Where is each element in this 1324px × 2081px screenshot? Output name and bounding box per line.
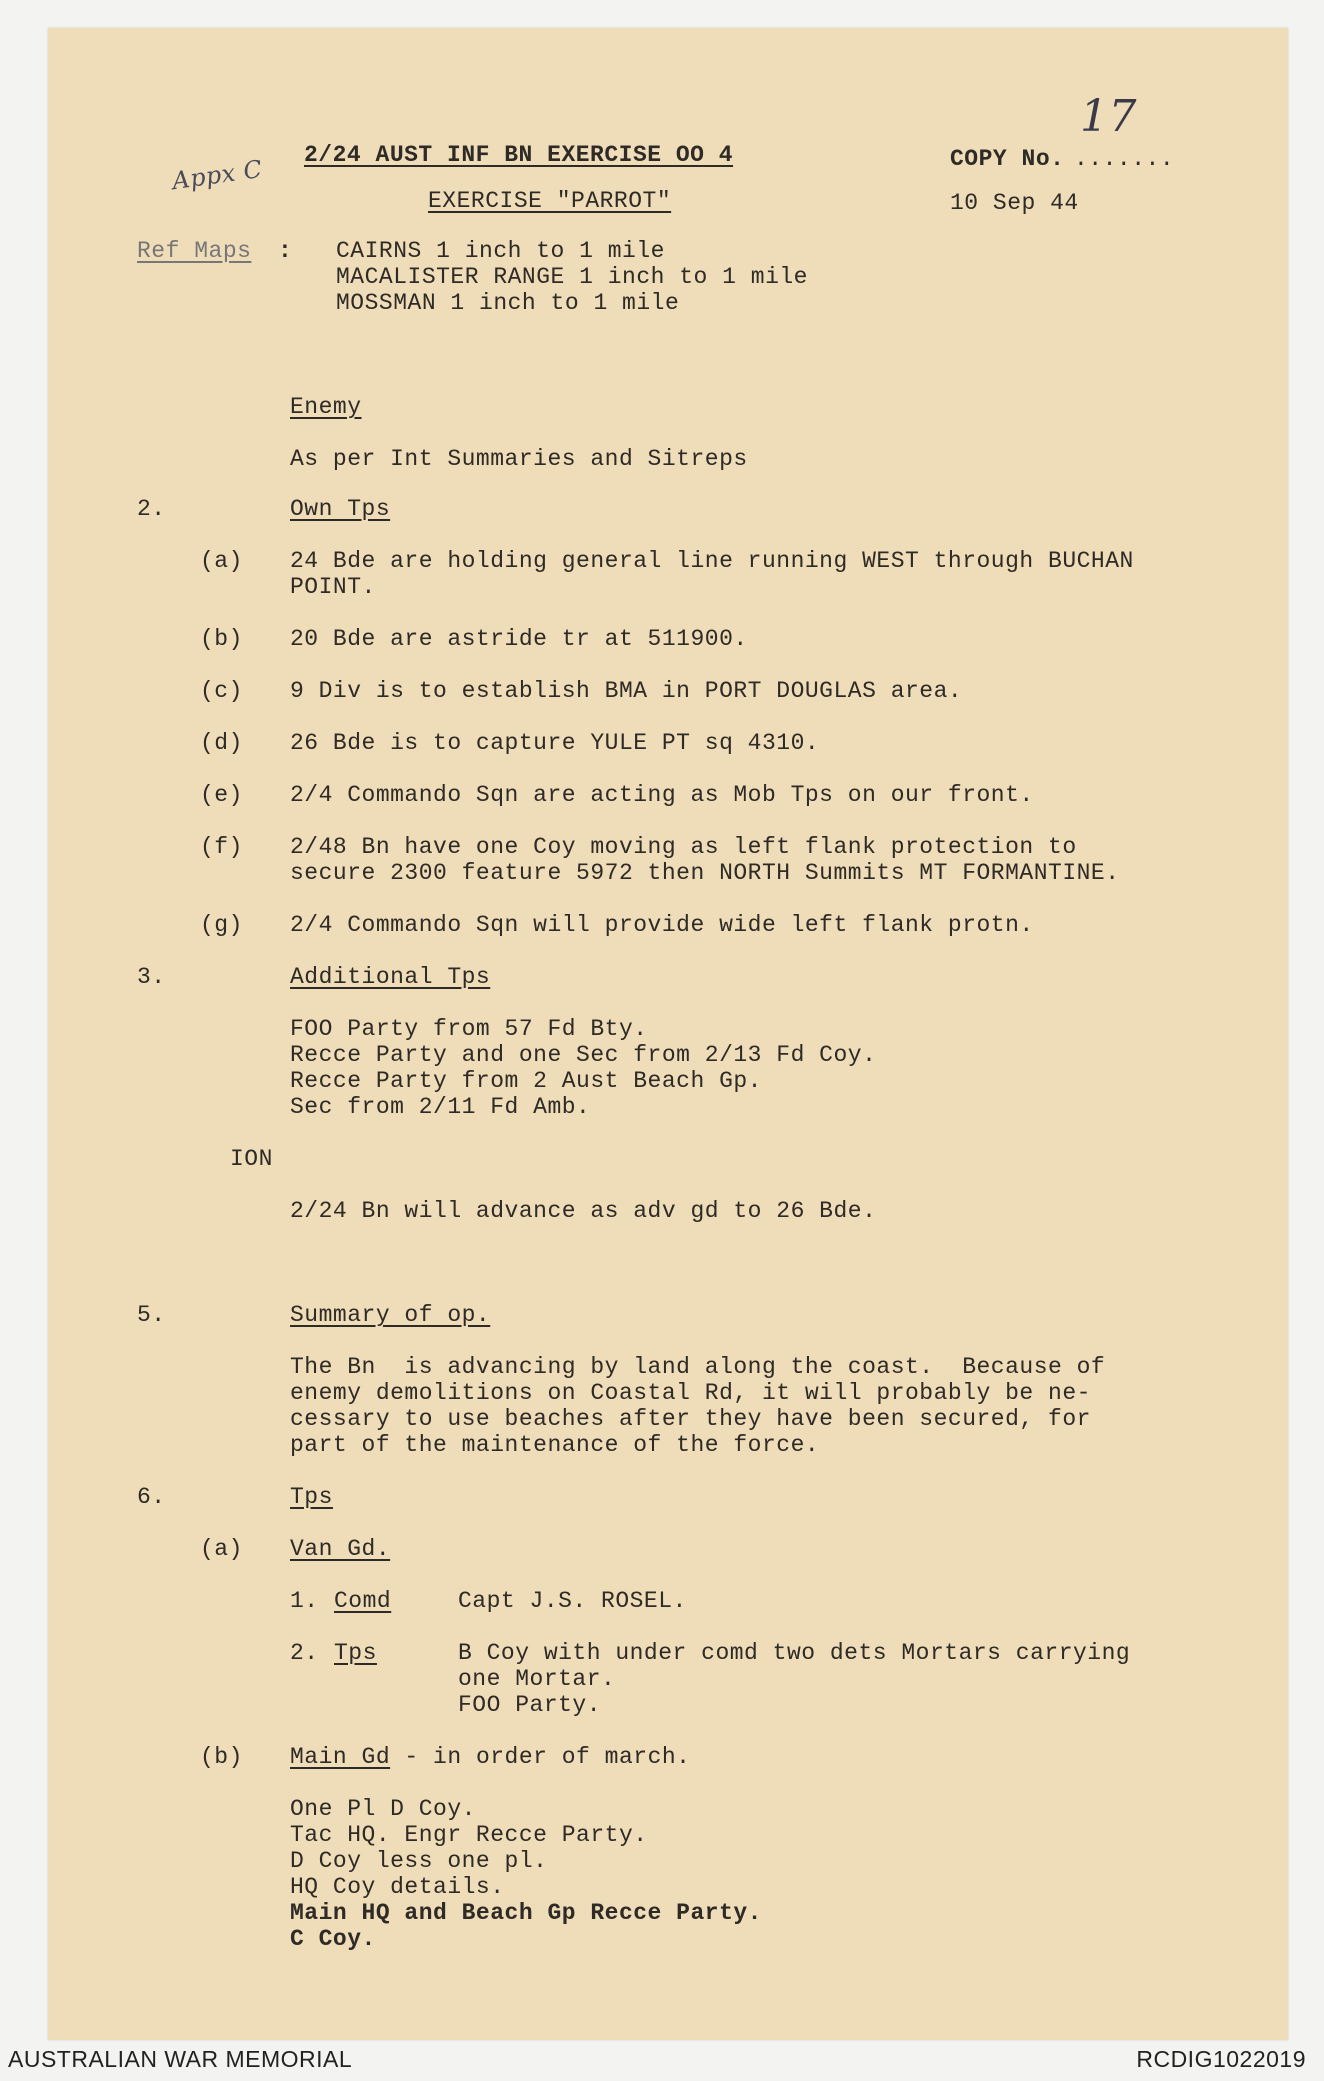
ref-map-3: MOSSMAN 1 inch to 1 mile: [336, 290, 680, 316]
item-text: 9 Div is to establish BMA in PORT DOUGLAS area.: [290, 678, 963, 704]
item-text: 2/48 Bn have one Coy moving as left flank protection to: [290, 834, 1077, 860]
summary-line: cessary to use beaches after they have been secured, for: [290, 1406, 1091, 1432]
section-number: 6.: [137, 1484, 166, 1510]
item-label: (g): [200, 912, 243, 938]
item-text: 2/4 Commando Sqn are acting as Mob Tps on our front.: [290, 782, 1034, 808]
additional-tps-line: FOO Party from 57 Fd Bty.: [290, 1016, 648, 1042]
item-label: (a): [200, 1536, 243, 1562]
summary-line: enemy demolitions on Coastal Rd, it will probably be ne-: [290, 1380, 1091, 1406]
main-gd-line: Main HQ and Beach Gp Recce Party.: [290, 1900, 762, 1926]
ref-map-1: CAIRNS 1 inch to 1 mile: [336, 238, 665, 264]
main-gd-heading-row: [290, 1744, 690, 1770]
document-title: 2/24 AUST INF BN EXERCISE OO 4: [304, 142, 734, 168]
summary-line: part of the maintenance of the force.: [290, 1432, 820, 1458]
item-label: (b): [200, 1744, 243, 1770]
copy-label: COPY No.: [950, 146, 1065, 172]
item-text: 20 Bde are astride tr at 511900.: [290, 626, 748, 652]
item-text: 2/4 Commando Sqn will provide wide left flank protn.: [290, 912, 1034, 938]
section-summary-heading: Summary of op.: [290, 1302, 491, 1328]
main-gd-line: HQ Coy details.: [290, 1874, 505, 1900]
item-text: 24 Bde are holding general line running WEST through BUCHAN: [290, 548, 1134, 574]
item-text: POINT.: [290, 574, 376, 600]
comd-label: Comd: [334, 1588, 392, 1614]
van-gd-heading: Van Gd.: [290, 1536, 391, 1562]
ref-map-2: MACALISTER RANGE 1 inch to 1 mile: [336, 264, 808, 290]
section-ion-heading: ION: [230, 1146, 273, 1172]
main-gd-heading: Main Gd: [290, 1744, 391, 1770]
item-text: secure 2300 feature 5972 then NORTH Summits MT FORMANTINE.: [290, 860, 1120, 886]
section-number: 3.: [137, 964, 166, 990]
main-gd-line: Tac HQ. Engr Recce Party.: [290, 1822, 648, 1848]
section-tps-heading: Tps: [290, 1484, 333, 1510]
sub-item-number: 2.: [290, 1640, 319, 1666]
item-label: (e): [200, 782, 243, 808]
section-number: 5.: [137, 1302, 166, 1328]
main-gd-line: D Coy less one pl.: [290, 1848, 548, 1874]
footer-id: RCDIG1022019: [1136, 2046, 1306, 2072]
tps-label: Tps: [334, 1640, 377, 1666]
item-label: (d): [200, 730, 243, 756]
exercise-name: EXERCISE "PARROT": [428, 188, 672, 214]
item-label: (f): [200, 834, 243, 860]
copy-number: 17: [1080, 91, 1137, 142]
item-label: (a): [200, 548, 243, 574]
comd-value: Capt J.S. ROSEL.: [458, 1588, 687, 1614]
margin-note: Appx C: [170, 154, 265, 196]
section-enemy-text: As per Int Summaries and Sitreps: [290, 446, 748, 472]
ref-maps-label: Ref Maps: [137, 238, 252, 264]
tps-line: B Coy with under comd two dets Mortars carrying: [458, 1640, 1131, 1666]
section-additional-tps-heading: Additional Tps: [290, 964, 491, 990]
additional-tps-line: Recce Party and one Sec from 2/13 Fd Coy.: [290, 1042, 877, 1068]
footer-source: AUSTRALIAN WAR MEMORIAL: [8, 2046, 353, 2072]
summary-line: The Bn is advancing by land along the coast. Because of: [290, 1354, 1106, 1380]
sub-item-number: 1.: [290, 1588, 319, 1614]
copy-dots: .......: [1074, 146, 1175, 172]
main-gd-line: One Pl D Coy.: [290, 1796, 476, 1822]
main-gd-line: C Coy.: [290, 1926, 376, 1952]
item-text: 26 Bde is to capture YULE PT sq 4310.: [290, 730, 820, 756]
section-number: 2.: [137, 496, 166, 522]
tps-line: one Mortar.: [458, 1666, 616, 1692]
ref-maps-colon: :: [278, 238, 293, 264]
item-label: (c): [200, 678, 243, 704]
additional-tps-line: Recce Party from 2 Aust Beach Gp.: [290, 1068, 762, 1094]
section-own-tps-heading: Own Tps: [290, 496, 391, 522]
document-date: 10 Sep 44: [950, 190, 1079, 216]
section-enemy-heading: Enemy: [290, 394, 362, 420]
tps-line: FOO Party.: [458, 1692, 602, 1718]
item-label: (b): [200, 626, 243, 652]
document-page: [48, 28, 1288, 2040]
main-gd-suffix: - in order of march.: [390, 1744, 691, 1770]
section-ion-text: 2/24 Bn will advance as adv gd to 26 Bde.: [290, 1198, 877, 1224]
additional-tps-line: Sec from 2/11 Fd Amb.: [290, 1094, 591, 1120]
